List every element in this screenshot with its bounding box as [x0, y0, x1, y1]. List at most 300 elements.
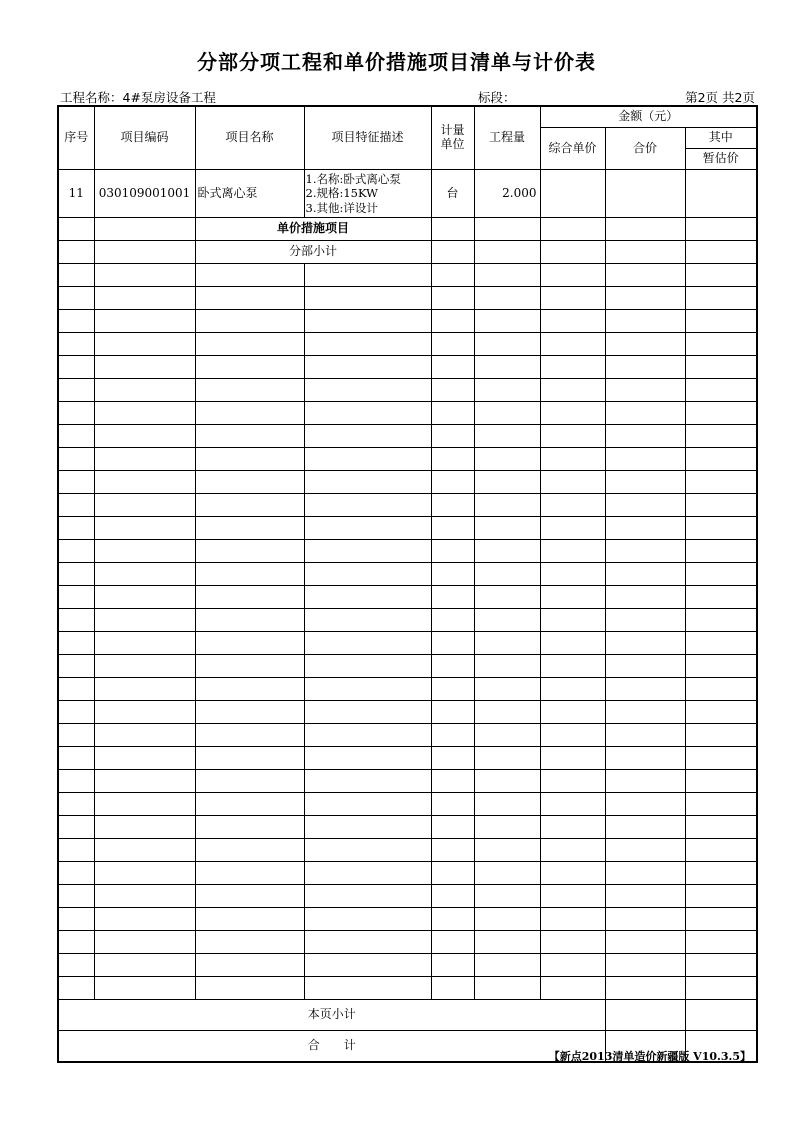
empty-cell: [195, 862, 304, 885]
empty-cell: [474, 793, 540, 816]
empty-cell: [94, 379, 195, 402]
empty-cell: [685, 310, 757, 333]
empty-cell: [474, 609, 540, 632]
empty-cell: [605, 425, 685, 448]
empty-cell: [540, 793, 605, 816]
empty-cell: [431, 402, 474, 425]
empty-cell: [685, 563, 757, 586]
empty-cell: [304, 816, 431, 839]
empty-cell: [605, 655, 685, 678]
empty-row: [58, 425, 757, 448]
empty-cell: [304, 356, 431, 379]
empty-cell: [685, 402, 757, 425]
empty-cell: [58, 862, 94, 885]
empty-cell: [195, 471, 304, 494]
item-unit: 台: [431, 170, 474, 218]
item-qty: 2.000: [474, 170, 540, 218]
header-code: 项目编码: [94, 106, 195, 170]
empty-row: [58, 402, 757, 425]
empty-cell: [94, 356, 195, 379]
section-title: 单价措施项目: [195, 218, 431, 241]
empty-cell: [474, 586, 540, 609]
header-amount: 金额（元）: [540, 106, 757, 128]
empty-cell: [58, 885, 94, 908]
empty-cell: [195, 839, 304, 862]
empty-cell: [195, 954, 304, 977]
empty-cell: [540, 678, 605, 701]
empty-row: [58, 563, 757, 586]
software-footer: 【新点2013清单造价新疆版 V10.3.5】: [548, 1050, 751, 1063]
empty-cell: [605, 701, 685, 724]
empty-cell: [195, 333, 304, 356]
empty-cell: [58, 563, 94, 586]
empty-cell: [474, 402, 540, 425]
empty-cell: [474, 425, 540, 448]
empty-cell: [431, 448, 474, 471]
empty-row: [58, 655, 757, 678]
empty-cell: [195, 609, 304, 632]
empty-cell: [304, 517, 431, 540]
empty-cell: [195, 977, 304, 1000]
empty-cell: [304, 609, 431, 632]
empty-cell: [685, 862, 757, 885]
empty-cell: [685, 793, 757, 816]
empty-cell: [304, 839, 431, 862]
section-label: 标段：: [478, 90, 516, 105]
empty-cell: [605, 862, 685, 885]
empty-cell: [540, 816, 605, 839]
empty-cell: [685, 586, 757, 609]
empty-row: [58, 632, 757, 655]
table-row: [58, 241, 757, 264]
empty-cell: [474, 379, 540, 402]
empty-cell: [685, 724, 757, 747]
empty-cell: [94, 701, 195, 724]
empty-cell: [195, 770, 304, 793]
empty-cell: [195, 793, 304, 816]
empty-row: [58, 862, 757, 885]
empty-cell: [474, 701, 540, 724]
empty-row: [58, 448, 757, 471]
empty-cell: [685, 839, 757, 862]
empty-cell: [58, 379, 94, 402]
empty-cell: [195, 287, 304, 310]
empty-cell: [195, 448, 304, 471]
empty-cell: [195, 747, 304, 770]
empty-cell: [94, 632, 195, 655]
empty-cell: [58, 977, 94, 1000]
empty-cell: [605, 931, 685, 954]
empty-cell: [540, 954, 605, 977]
empty-cell: [195, 586, 304, 609]
empty-row: [58, 287, 757, 310]
empty-cell: [94, 494, 195, 517]
empty-row: [58, 793, 757, 816]
empty-cell: [431, 954, 474, 977]
empty-cell: [685, 977, 757, 1000]
empty-cell: [304, 563, 431, 586]
empty-cell: [304, 586, 431, 609]
empty-cell: [195, 724, 304, 747]
empty-cell: [304, 471, 431, 494]
empty-cell: [431, 655, 474, 678]
empty-cell: [304, 333, 431, 356]
empty-cell: [605, 264, 685, 287]
empty-cell: [195, 931, 304, 954]
empty-cell: [474, 494, 540, 517]
empty-cell: [94, 839, 195, 862]
empty-cell: [685, 379, 757, 402]
empty-cell: [304, 264, 431, 287]
empty-cell: [474, 517, 540, 540]
empty-cell: [58, 747, 94, 770]
empty-cell: [474, 333, 540, 356]
empty-cell: [431, 701, 474, 724]
empty-cell: [94, 724, 195, 747]
empty-cell: [94, 540, 195, 563]
empty-row: [58, 747, 757, 770]
empty-cell: [605, 517, 685, 540]
empty-cell: [304, 770, 431, 793]
empty-cell: [685, 655, 757, 678]
empty-cell: [431, 862, 474, 885]
empty-cell: [605, 793, 685, 816]
item-desc: [304, 170, 431, 218]
empty-cell: [304, 954, 431, 977]
empty-cell: [474, 448, 540, 471]
empty-row: [58, 333, 757, 356]
empty-cell: [474, 839, 540, 862]
empty-cell: [58, 793, 94, 816]
empty-cell: [685, 678, 757, 701]
header-provisional: 暂估价: [685, 149, 757, 170]
empty-cell: [431, 839, 474, 862]
empty-cell: [304, 655, 431, 678]
empty-cell: [58, 471, 94, 494]
empty-cell: [304, 632, 431, 655]
empty-cell: [304, 747, 431, 770]
empty-cell: [431, 563, 474, 586]
empty-cell: [540, 977, 605, 1000]
empty-cell: [540, 701, 605, 724]
empty-cell: [94, 931, 195, 954]
empty-cell: [94, 517, 195, 540]
empty-cell: [540, 356, 605, 379]
empty-cell: [94, 908, 195, 931]
empty-cell: [685, 632, 757, 655]
header-total: 合价: [605, 128, 685, 170]
empty-cell: [58, 333, 94, 356]
empty-cell: [540, 609, 605, 632]
table-row: [58, 170, 757, 218]
empty-cell: [431, 494, 474, 517]
empty-cell: [304, 977, 431, 1000]
empty-cell: [58, 816, 94, 839]
empty-row: [58, 908, 757, 931]
empty-cell: [304, 540, 431, 563]
empty-cell: [431, 540, 474, 563]
empty-cell: [195, 678, 304, 701]
bill-table: [57, 105, 758, 1063]
empty-row: [58, 678, 757, 701]
empty-cell: [685, 816, 757, 839]
empty-cell: [685, 701, 757, 724]
empty-cell: [605, 747, 685, 770]
empty-cell: [58, 494, 94, 517]
empty-row: [58, 586, 757, 609]
empty-cell: [94, 885, 195, 908]
header-of-which: 其中: [685, 128, 757, 149]
empty-cell: [195, 540, 304, 563]
empty-cell: [474, 540, 540, 563]
empty-cell: [195, 379, 304, 402]
empty-cell: [431, 724, 474, 747]
project-name: 工程名称：4#泵房设备工程: [60, 90, 216, 105]
empty-cell: [540, 264, 605, 287]
empty-cell: [94, 862, 195, 885]
empty-row: [58, 609, 757, 632]
empty-cell: [605, 678, 685, 701]
empty-cell: [685, 287, 757, 310]
empty-cell: [685, 425, 757, 448]
empty-cell: [195, 632, 304, 655]
item-unit-price: [540, 170, 605, 218]
empty-cell: [58, 908, 94, 931]
empty-cell: [540, 379, 605, 402]
empty-cell: [540, 770, 605, 793]
empty-cell: [540, 724, 605, 747]
empty-cell: [605, 310, 685, 333]
empty-cell: [304, 908, 431, 931]
empty-cell: [540, 448, 605, 471]
empty-cell: [540, 908, 605, 931]
header-desc: 项目特征描述: [304, 106, 431, 170]
empty-cell: [58, 655, 94, 678]
empty-cell: [540, 563, 605, 586]
empty-cell: [431, 356, 474, 379]
empty-cell: [540, 862, 605, 885]
empty-row: [58, 954, 757, 977]
empty-cell: [474, 287, 540, 310]
empty-cell: [685, 448, 757, 471]
header-seq: 序号: [58, 106, 94, 170]
empty-cell: [474, 724, 540, 747]
empty-cell: [304, 678, 431, 701]
empty-row: [58, 540, 757, 563]
empty-cell: [94, 609, 195, 632]
empty-cell: [431, 287, 474, 310]
empty-cell: [94, 747, 195, 770]
empty-row: [58, 310, 757, 333]
empty-cell: [474, 770, 540, 793]
empty-cell: [195, 264, 304, 287]
empty-row: [58, 931, 757, 954]
empty-cell: [605, 563, 685, 586]
empty-cell: [474, 563, 540, 586]
empty-row: [58, 471, 757, 494]
empty-row: [58, 701, 757, 724]
subtotal-label: 分部小计: [195, 241, 431, 264]
empty-cell: [540, 540, 605, 563]
empty-cell: [94, 264, 195, 287]
empty-cell: [605, 448, 685, 471]
empty-cell: [431, 471, 474, 494]
empty-cell: [58, 954, 94, 977]
empty-cell: [605, 885, 685, 908]
header-unit: 计量 单位: [431, 106, 474, 170]
empty-cell: [94, 563, 195, 586]
empty-cell: [431, 425, 474, 448]
empty-cell: [431, 609, 474, 632]
empty-row: [58, 885, 757, 908]
empty-cell: [58, 678, 94, 701]
empty-cell: [474, 747, 540, 770]
empty-cell: [685, 885, 757, 908]
page-subtotal-value: [605, 1000, 685, 1031]
empty-cell: [474, 931, 540, 954]
empty-cell: [685, 770, 757, 793]
empty-cell: [94, 287, 195, 310]
empty-cell: [94, 471, 195, 494]
empty-cell: [685, 356, 757, 379]
item-provisional: [685, 170, 757, 218]
empty-cell: [195, 563, 304, 586]
empty-cell: [605, 908, 685, 931]
header-qty: 工程量: [474, 106, 540, 170]
empty-cell: [474, 310, 540, 333]
empty-cell: [304, 793, 431, 816]
empty-cell: [304, 862, 431, 885]
empty-cell: [685, 494, 757, 517]
empty-cell: [605, 586, 685, 609]
item-code: 030109001001: [94, 170, 195, 218]
empty-cell: [94, 793, 195, 816]
empty-cell: [304, 885, 431, 908]
header-name: 项目名称: [195, 106, 304, 170]
empty-cell: [58, 448, 94, 471]
empty-cell: [58, 931, 94, 954]
empty-cell: [685, 747, 757, 770]
empty-cell: [431, 885, 474, 908]
empty-cell: [474, 471, 540, 494]
empty-cell: [605, 839, 685, 862]
empty-cell: [58, 540, 94, 563]
item-desc-line: 1.名称:卧式离心泵: [305, 171, 401, 186]
empty-cell: [605, 609, 685, 632]
empty-cell: [58, 724, 94, 747]
empty-cell: [431, 379, 474, 402]
empty-cell: [304, 724, 431, 747]
item-desc-line: 2.规格:15KW: [305, 186, 378, 201]
empty-cell: [605, 724, 685, 747]
table-row: [58, 1000, 757, 1031]
page-title: 分部分项工程和单价措施项目清单与计价表: [197, 50, 596, 74]
empty-cell: [58, 586, 94, 609]
empty-cell: [540, 655, 605, 678]
empty-cell: [685, 471, 757, 494]
item-seq: 11: [58, 170, 94, 218]
empty-cell: [58, 264, 94, 287]
empty-cell: [540, 885, 605, 908]
empty-cell: [685, 954, 757, 977]
page-subtotal-label: 本页小计: [58, 1000, 605, 1031]
empty-cell: [431, 977, 474, 1000]
empty-cell: [195, 655, 304, 678]
table-row: [58, 218, 757, 241]
empty-cell: [58, 609, 94, 632]
empty-cell: [58, 632, 94, 655]
empty-cell: [431, 793, 474, 816]
empty-cell: [431, 310, 474, 333]
empty-cell: [304, 425, 431, 448]
empty-cell: [94, 678, 195, 701]
empty-cell: [431, 517, 474, 540]
empty-cell: [605, 540, 685, 563]
empty-cell: [58, 701, 94, 724]
empty-cell: [474, 816, 540, 839]
empty-cell: [94, 816, 195, 839]
empty-cell: [685, 333, 757, 356]
empty-cell: [474, 977, 540, 1000]
empty-cell: [431, 770, 474, 793]
empty-cell: [605, 379, 685, 402]
page-subtotal-provisional: [685, 1000, 757, 1031]
empty-row: [58, 356, 757, 379]
total-label: 合 计: [58, 1031, 605, 1063]
empty-cell: [94, 402, 195, 425]
empty-cell: [304, 494, 431, 517]
empty-cell: [474, 264, 540, 287]
empty-row: [58, 517, 757, 540]
empty-cell: [540, 310, 605, 333]
empty-cell: [58, 770, 94, 793]
empty-cell: [94, 448, 195, 471]
empty-cell: [685, 264, 757, 287]
empty-cell: [195, 402, 304, 425]
empty-cell: [195, 425, 304, 448]
empty-cell: [94, 655, 195, 678]
empty-cell: [94, 333, 195, 356]
empty-cell: [94, 977, 195, 1000]
empty-cell: [540, 402, 605, 425]
empty-cell: [304, 310, 431, 333]
empty-cell: [540, 632, 605, 655]
empty-cell: [58, 356, 94, 379]
empty-cell: [540, 517, 605, 540]
empty-cell: [474, 356, 540, 379]
empty-cell: [195, 816, 304, 839]
empty-cell: [94, 770, 195, 793]
empty-cell: [304, 931, 431, 954]
empty-cell: [431, 632, 474, 655]
empty-cell: [540, 494, 605, 517]
empty-cell: [431, 908, 474, 931]
empty-cell: [540, 287, 605, 310]
empty-cell: [431, 816, 474, 839]
empty-cell: [540, 586, 605, 609]
empty-cell: [474, 862, 540, 885]
empty-cell: [431, 586, 474, 609]
empty-row: [58, 724, 757, 747]
empty-cell: [195, 310, 304, 333]
item-desc-line: 3.其他:详设计: [305, 200, 378, 215]
empty-cell: [58, 402, 94, 425]
empty-cell: [540, 425, 605, 448]
empty-cell: [195, 908, 304, 931]
empty-cell: [304, 701, 431, 724]
empty-cell: [304, 402, 431, 425]
empty-cell: [304, 379, 431, 402]
